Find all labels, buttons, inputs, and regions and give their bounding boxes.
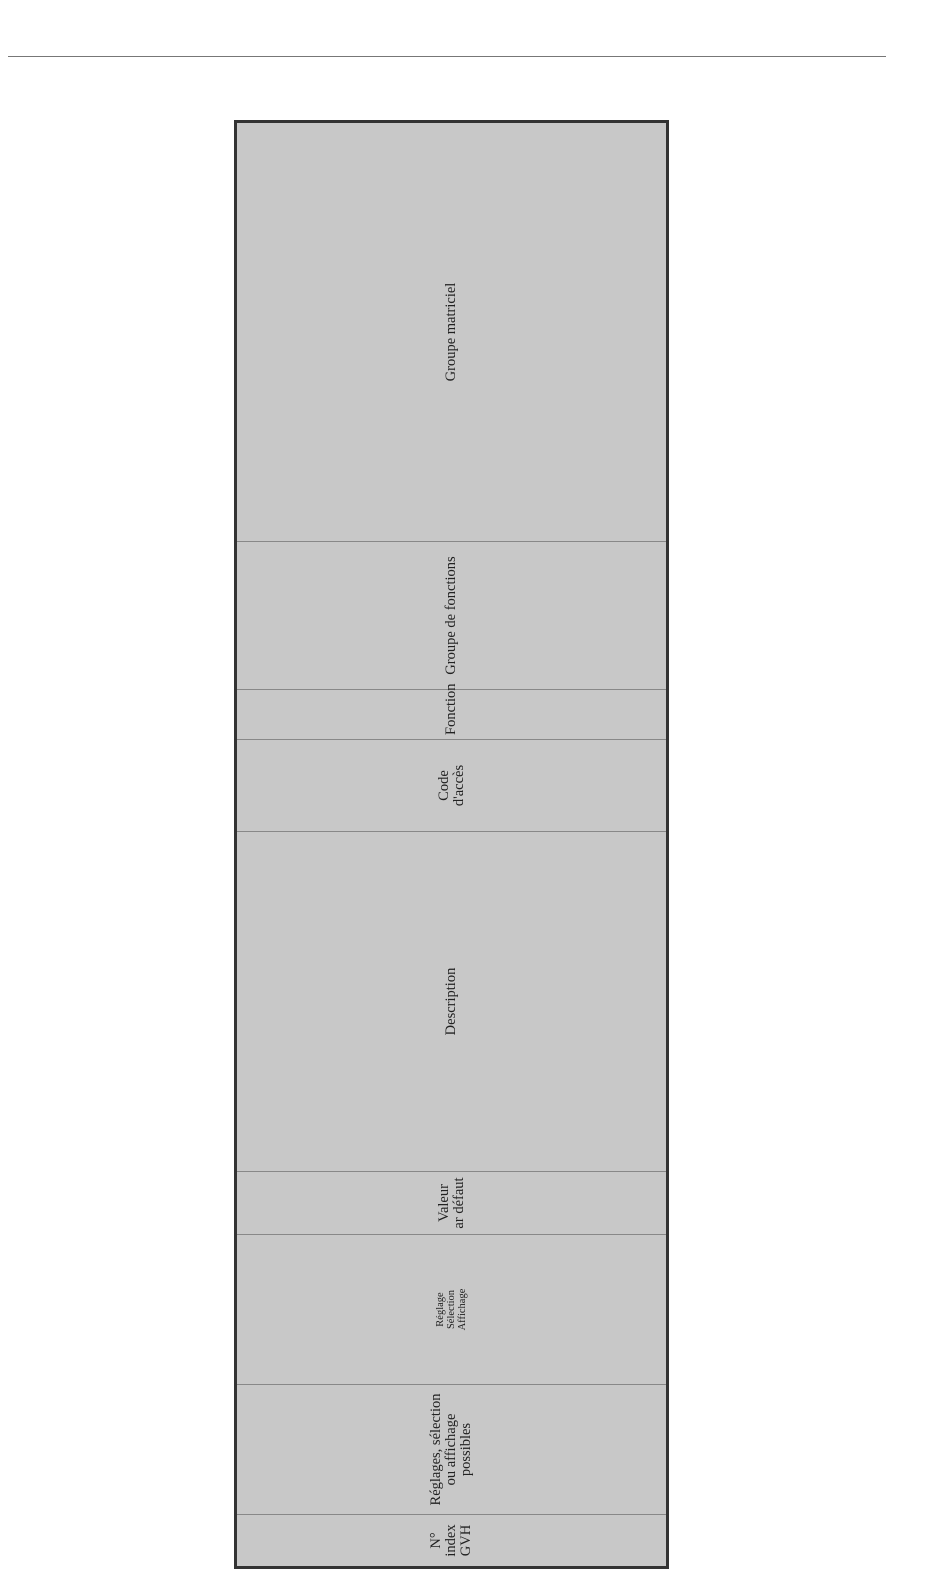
header-possibles: Réglages, sélection ou affichage possibles [236, 1385, 668, 1515]
top-rule [8, 56, 886, 57]
header-index: N° index GVH [236, 1515, 668, 1568]
header-row [236, 122, 668, 1568]
header-reglage: Réglage Sélection Affichage [236, 1235, 668, 1385]
rotated-table-container [234, 123, 669, 1569]
header-description: Description [236, 832, 668, 1172]
header-groupe-matriciel: Groupe matriciel [236, 122, 668, 542]
header-valeur: Valeur ar défaut [236, 1172, 668, 1235]
header-fonction: Fonction [236, 690, 668, 740]
hart-device-table [234, 120, 669, 1569]
header-code: Code d'accès [236, 740, 668, 832]
header-groupe-fonctions: Groupe de fonctions [236, 542, 668, 690]
